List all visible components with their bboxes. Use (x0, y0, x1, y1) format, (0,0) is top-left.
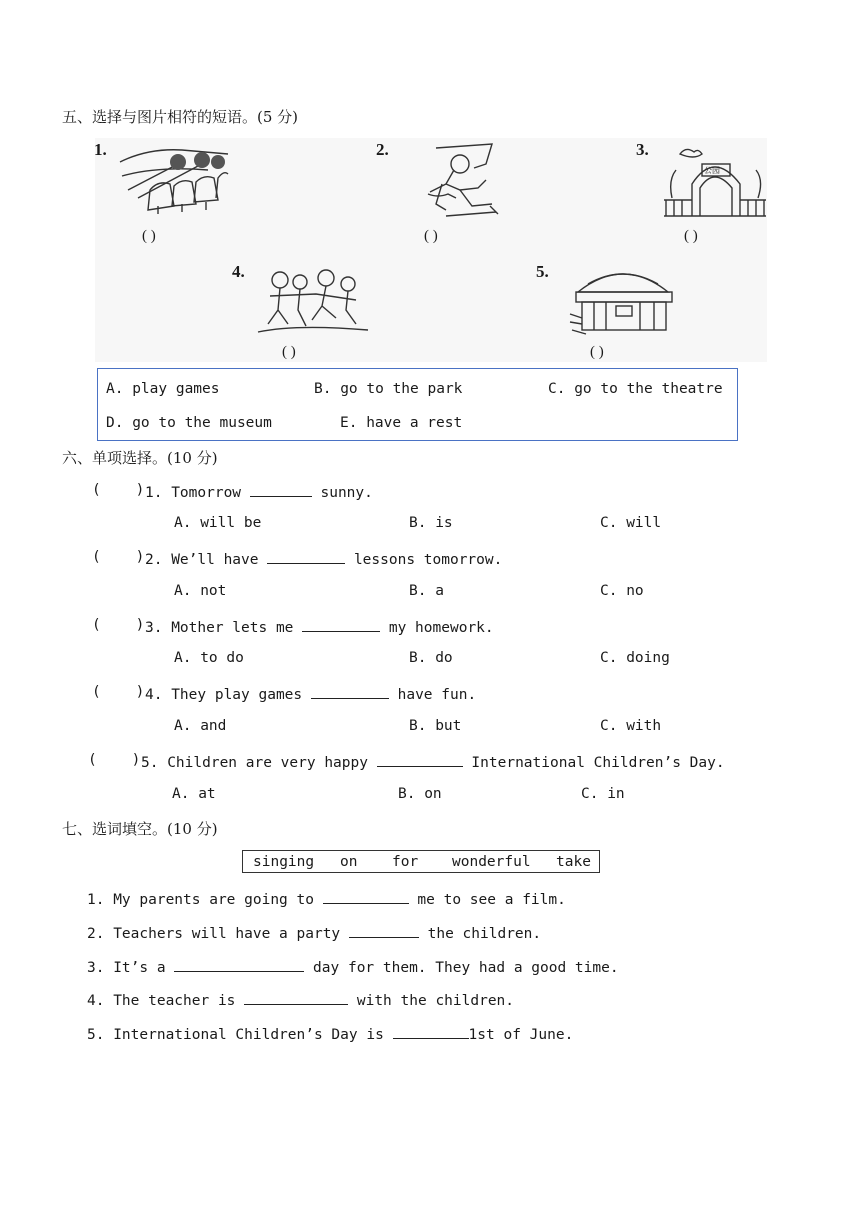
question-2-blank[interactable] (267, 549, 345, 564)
question-3 (145, 617, 494, 636)
park-gate-icon (662, 140, 768, 220)
fill-sentence-5 (87, 1024, 573, 1043)
question-5-text-pre: 5. Children are very happy (141, 755, 377, 771)
kids-playing-icon (256, 266, 372, 338)
question-2 (145, 549, 502, 568)
question-2-option-c: C. no (600, 583, 644, 599)
word-bank-on: on (340, 854, 358, 870)
word-bank-take: take (556, 854, 591, 870)
question-5-blank[interactable] (377, 752, 463, 767)
fill-sentence-3-pre: 3. It’s a (87, 960, 175, 976)
question-2-option-a: A. not (174, 583, 227, 599)
option-e: E. have a rest (340, 415, 463, 431)
picture-5-number: 5. (536, 262, 549, 281)
question-3-answer[interactable]: ( ) (92, 617, 145, 633)
question-1 (145, 482, 373, 501)
question-2-answer[interactable]: ( ) (92, 549, 145, 565)
question-1-option-b: B. is (409, 515, 453, 531)
question-5-option-c: C. in (581, 786, 625, 802)
fill-sentence-2 (87, 923, 541, 942)
picture-1-number: 1. (94, 140, 107, 159)
question-3-text-pre: 3. Mother lets me (145, 620, 303, 636)
question-4-option-c: C. with (600, 718, 662, 734)
fill-sentence-4-pre: 4. The teacher is (87, 993, 245, 1009)
option-c: C. go to the theatre (548, 381, 723, 397)
section-7-title: 七、选词填空。(10 分) (62, 820, 218, 838)
question-5-option-a: A. at (172, 786, 216, 802)
fill-sentence-1-pre: 1. My parents are going to (87, 892, 323, 908)
theatre-seats-icon (118, 140, 230, 220)
section-5-title: 五、选择与图片相符的短语。(5 分) (62, 108, 299, 126)
picture-4-answer[interactable]: ( ) (282, 344, 296, 360)
park-sign: 公园 (704, 166, 720, 175)
question-4-blank[interactable] (311, 684, 389, 699)
question-3-option-c: C. doing (600, 650, 670, 666)
fill-sentence-3-post: day for them. They had a good time. (304, 960, 619, 976)
word-bank-for: for (392, 854, 419, 870)
question-1-option-a: A. will be (174, 515, 262, 531)
word-bank-wonderful: wonderful (452, 854, 531, 870)
picture-1-answer[interactable]: ( ) (142, 228, 156, 244)
question-1-text-pre: 1. Tomorrow (145, 485, 250, 501)
fill-sentence-3 (87, 957, 619, 976)
question-3-blank[interactable] (302, 617, 380, 632)
picture-5-answer[interactable]: ( ) (590, 344, 604, 360)
picture-3-number: 3. (636, 140, 649, 159)
museum-building-icon (568, 262, 678, 336)
question-4 (145, 684, 476, 703)
question-4-answer[interactable]: ( ) (92, 684, 145, 700)
question-2-option-b: B. a (409, 583, 444, 599)
question-3-option-a: A. to do (174, 650, 244, 666)
question-1-answer[interactable]: ( ) (92, 482, 145, 498)
fill-sentence-5-pre: 5. International Children’s Day is (87, 1027, 393, 1043)
fill-sentence-4-blank[interactable] (244, 990, 348, 1005)
fill-sentence-1-post: me to see a film. (408, 892, 566, 908)
fill-sentence-1 (87, 889, 566, 908)
question-4-text-post: have fun. (388, 687, 477, 703)
option-d: D. go to the museum (106, 415, 272, 431)
question-5-text-post: International Children’s Day. (462, 755, 725, 771)
picture-2-number: 2. (376, 140, 389, 159)
fill-sentence-2-post: the children. (418, 926, 542, 942)
question-5 (141, 752, 725, 771)
fill-sentence-5-blank[interactable] (393, 1024, 469, 1039)
question-1-option-c: C. will (600, 515, 662, 531)
question-2-text-post: lessons tomorrow. (345, 552, 503, 568)
question-4-option-b: B. but (409, 718, 462, 734)
question-5-option-b: B. on (398, 786, 442, 802)
question-2-text-pre: 2. We’ll have (145, 552, 268, 568)
question-3-text-post: my homework. (380, 620, 494, 636)
question-3-option-b: B. do (409, 650, 453, 666)
question-1-blank[interactable] (250, 482, 312, 497)
fill-sentence-3-blank[interactable] (174, 957, 304, 972)
section-6-title: 六、单项选择。(10 分) (62, 449, 218, 467)
fill-sentence-4-post: with the children. (348, 993, 515, 1009)
question-5-answer[interactable]: ( ) (88, 752, 141, 768)
question-4-option-a: A. and (174, 718, 227, 734)
question-1-text-post: sunny. (311, 485, 373, 501)
fill-sentence-1-blank[interactable] (323, 889, 409, 904)
option-b: B. go to the park (314, 381, 463, 397)
picture-3-answer[interactable]: ( ) (684, 228, 698, 244)
fill-sentence-5-post: 1st of June. (468, 1027, 574, 1043)
fill-sentence-4 (87, 990, 514, 1009)
option-a: A. play games (106, 381, 220, 397)
fill-sentence-2-pre: 2. Teachers will have a party (87, 926, 349, 942)
word-bank-singing: singing (253, 854, 315, 870)
resting-man-icon (416, 140, 500, 220)
picture-4-number: 4. (232, 262, 245, 281)
fill-sentence-2-blank[interactable] (349, 923, 419, 938)
question-4-text-pre: 4. They play games (145, 687, 311, 703)
picture-2-answer[interactable]: ( ) (424, 228, 438, 244)
